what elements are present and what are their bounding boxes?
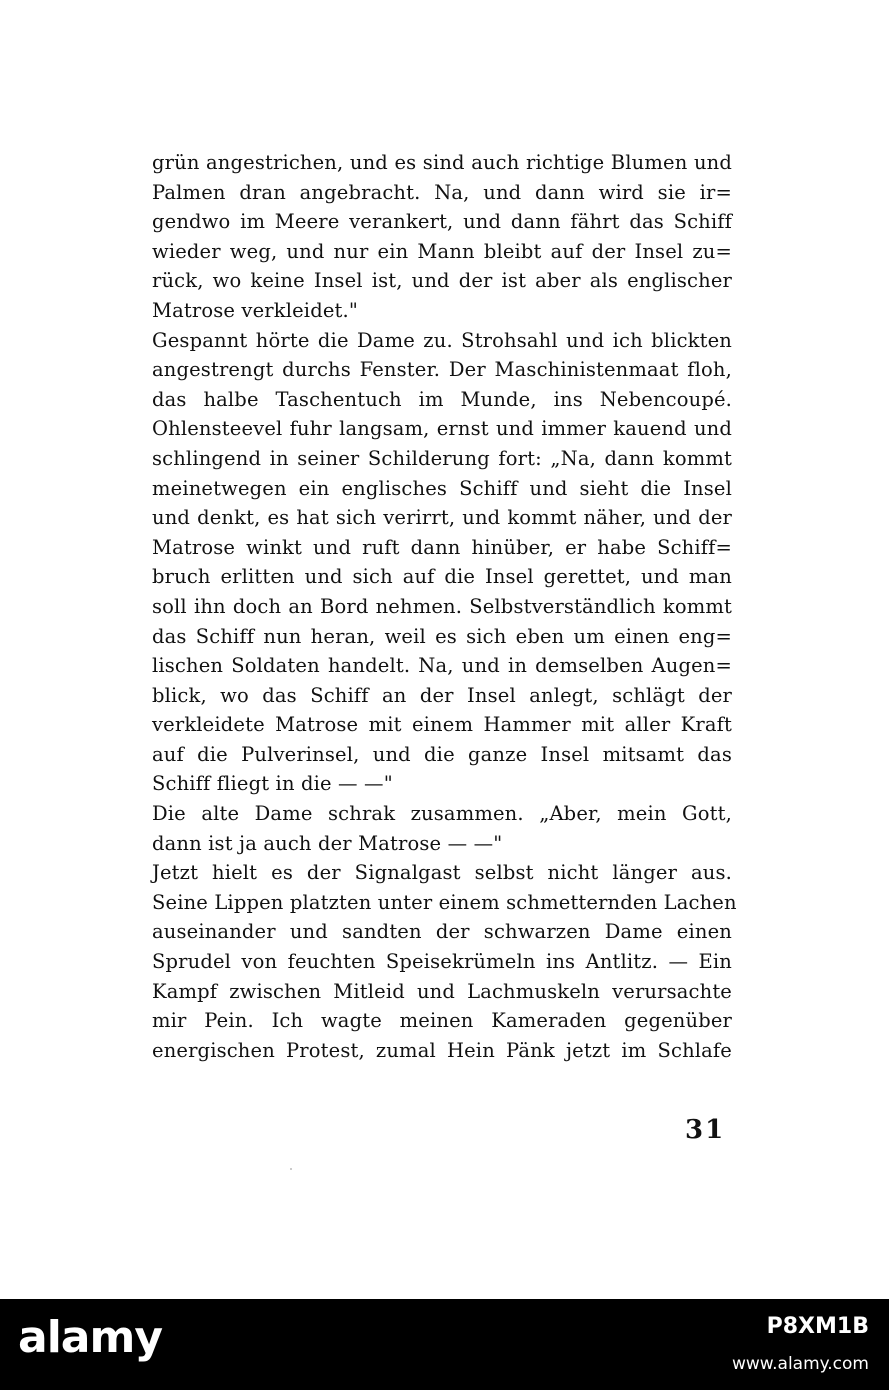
text-line: energischen Protest, zumal Hein Pänk jetzt im Schlafe xyxy=(152,1038,732,1062)
text-line: Ohlensteevel fuhr langsam, ernst und immer kauend und xyxy=(152,417,732,441)
text-line: meinetwegen ein englisches Schiff und sieht die Insel xyxy=(152,476,732,500)
paper-speck xyxy=(290,1168,292,1170)
text-line: Sprudel von feuchten Speisekrümeln ins Antlitz. — Ein xyxy=(152,950,732,974)
text-line: rück, wo keine Insel ist, und der ist aber als englischer xyxy=(152,269,732,293)
text-line: blick, wo das Schiff an der Insel anlegt, schlägt der xyxy=(152,683,732,707)
text-line: wieder weg, und nur ein Mann bleibt auf der Insel zu= xyxy=(152,239,732,263)
text-line: Palmen dran angebracht. Na, und dann wird sie ir= xyxy=(152,180,732,204)
body-text xyxy=(152,148,737,1065)
text-line: mir Pein. Ich wagte meinen Kameraden gegenüber xyxy=(152,1009,732,1033)
text-line: schlingend in seiner Schilderung fort: „Na, dann kommt xyxy=(152,446,732,470)
text-line: Die alte Dame schrak zusammen. „Aber, mein Gott, xyxy=(152,802,732,826)
image-id: P8XM1B xyxy=(766,1314,869,1339)
text-line: auf die Pulverinsel, und die ganze Insel mitsamt das xyxy=(152,742,732,766)
watermark-url: www.alamy.com xyxy=(731,1354,869,1374)
text-line: auseinander und sandten der schwarzen Dame einen xyxy=(152,920,732,944)
text-line: und denkt, es hat sich verirrt, und kommt näher, und der xyxy=(152,506,732,530)
text-line: das Schiff nun heran, weil es sich eben um einen eng= xyxy=(152,624,732,648)
text-line: Gespannt hörte die Dame zu. Strohsahl und ich blickten xyxy=(152,328,732,352)
text-line: soll ihn doch an Bord nehmen. Selbstverständlich kommt xyxy=(152,594,732,618)
text-line: dann ist ja auch der Matrose — —" xyxy=(152,831,503,855)
text-line: angestrengt durchs Fenster. Der Maschinistenmaat floh, xyxy=(152,358,732,382)
text-line: lischen Soldaten handelt. Na, und in demselben Augen= xyxy=(152,654,732,678)
text-line: Matrose verkleidet." xyxy=(152,298,358,322)
text-line: verkleidete Matrose mit einem Hammer mit aller Kraft xyxy=(152,713,732,737)
text-line: gendwo im Meere verankert, und dann fährt das Schiff xyxy=(152,210,732,234)
alamy-logo: alamy xyxy=(18,1312,162,1363)
text-line: das halbe Taschentuch im Munde, ins Nebencoupé. xyxy=(152,387,732,411)
text-line: Kampf zwischen Mitleid und Lachmuskeln verursachte xyxy=(152,979,732,1003)
text-line: Seine Lippen platzten unter einem schmetternden Lachen xyxy=(152,890,737,914)
page-number: 31 xyxy=(685,1115,726,1145)
text-line: bruch erlitten und sich auf die Insel gerettet, und man xyxy=(152,565,732,589)
text-line: Jetzt hielt es der Signalgast selbst nicht länger aus. xyxy=(152,861,732,885)
text-line: Schiff fliegt in die — —" xyxy=(152,772,393,796)
text-line: grün angestrichen, und es sind auch richtige Blumen und xyxy=(152,151,732,174)
text-line: Matrose winkt und ruft dann hinüber, er habe Schiff= xyxy=(152,535,732,559)
